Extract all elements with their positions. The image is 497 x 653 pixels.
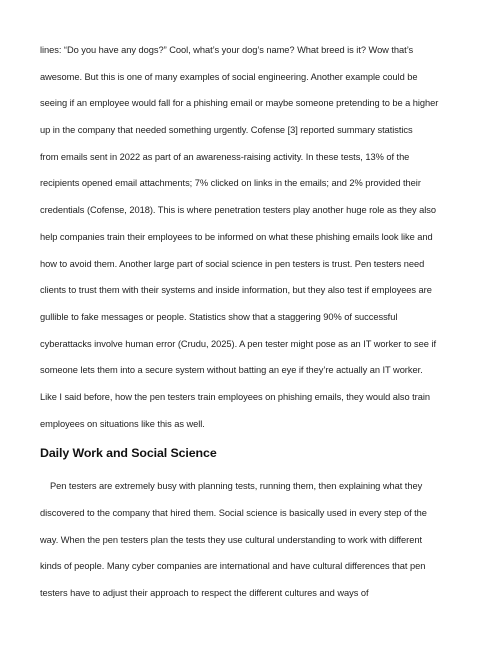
text-line: help companies train their employees to be informed on what these phishing emails look like and bbox=[40, 231, 433, 242]
text-line: clients to trust them with their systems and inside information, but they also test if employees are bbox=[40, 285, 432, 296]
text-line: employees on situations like this as well. bbox=[40, 418, 205, 429]
text-line: kinds of people. Many cyber companies are international and have cultural differences that pen bbox=[40, 561, 426, 572]
text-line: recipients opened email attachments; 7% clicked on links in the emails; and 2% provided their bbox=[40, 178, 421, 189]
text-line: Like I said before, how the pen testers train employees on phishing emails, they would also train bbox=[40, 391, 430, 402]
text-line: someone lets them into a secure system without batting an eye if they’re actually an IT worker. bbox=[40, 365, 423, 376]
section-heading: Daily Work and Social Science bbox=[40, 446, 217, 461]
text-line: discovered to the company that hired them. Social science is basically used in every step of the bbox=[40, 508, 427, 518]
text-line: way. When the pen testers plan the tests they use cultural understanding to work with different bbox=[40, 534, 422, 545]
text-line: Pen testers are extremely busy with planning tests, running them, then explaining what they bbox=[50, 481, 423, 492]
text-line: up in the company that needed something urgently. Cofense [3] reported summary statistics bbox=[40, 125, 413, 136]
text-line: cyberattacks involve human error (Crudu, 2025). A pen tester might pose as an IT worker to see if bbox=[40, 338, 436, 349]
text-line: seeing if an employee would fall for a phishing email or maybe someone pretending to be a higher bbox=[40, 98, 439, 109]
body-paragraph-2 bbox=[40, 473, 460, 606]
text-line: lines: “Do you have any dogs?” Cool, what’s your dog’s name? What breed is it? Wow that’s bbox=[40, 45, 414, 55]
text-line: gullible to fake messages or people. Statistics show that a staggering 90% of successful bbox=[40, 311, 398, 322]
text-line: credentials (Cofense, 2018). This is where penetration testers play another huge role as they also bbox=[40, 205, 436, 216]
text-line: awesome. But this is one of many examples of social engineering. Another example could be bbox=[40, 71, 418, 82]
text-line: how to avoid them. Another large part of social science in pen testers is trust. Pen testers need bbox=[40, 258, 425, 269]
body-paragraph-1 bbox=[40, 37, 460, 437]
text-line: testers have to adjust their approach to respect the different cultures and ways of bbox=[40, 588, 369, 599]
text-line: from emails sent in 2022 as part of an awareness-raising activity. In these tests, 13% of the bbox=[40, 151, 410, 162]
